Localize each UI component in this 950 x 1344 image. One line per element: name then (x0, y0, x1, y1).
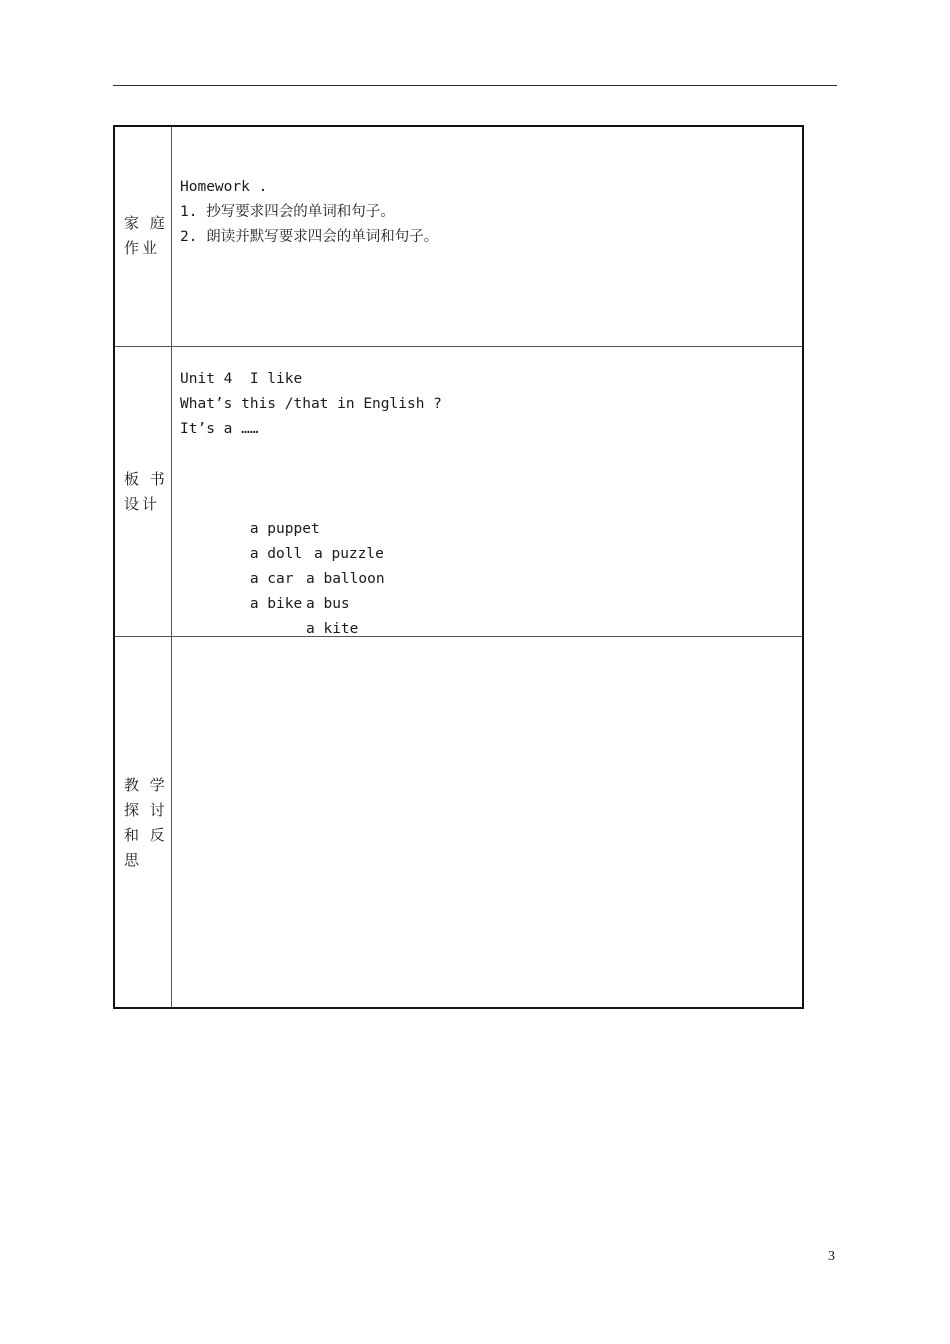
vocab-word: a puzzle (314, 546, 384, 562)
question-sentence: What’s this /that in English ? (180, 396, 442, 412)
homework-title: Homework . (180, 179, 268, 195)
board-design-row (115, 347, 802, 637)
homework-item: 2. 朗读并默写要求四会的单词和句子。 (180, 229, 439, 245)
answer-sentence: It’s a …… (180, 421, 259, 437)
homework-label: 家 庭 作业 (124, 214, 168, 257)
vocab-word: a doll (249, 546, 303, 562)
header-rule (113, 85, 837, 86)
unit-title: Unit 4 I like (180, 371, 303, 387)
vocab-word: a bike (249, 596, 303, 612)
lesson-plan-table (113, 125, 804, 1009)
homework-content-cell (172, 127, 802, 346)
vocab-word: a car (249, 571, 294, 587)
reflection-label: 教 学 探 讨 和 反 思 (124, 776, 168, 869)
homework-row (115, 127, 802, 347)
homework-item: 1. 抄写要求四会的单词和句子。 (180, 204, 395, 220)
vocab-word: a puppet (249, 521, 320, 537)
reflection-label-cell (115, 637, 172, 1007)
vocab-word: a balloon (306, 571, 385, 587)
homework-label-cell (115, 127, 172, 346)
reflection-row (115, 637, 802, 1007)
board-content-cell (172, 347, 802, 636)
board-label: 板 书 设计 (124, 470, 168, 513)
vocab-word: a kite (306, 621, 359, 637)
reflection-content-cell (172, 637, 802, 1007)
page-number: 3 (828, 1249, 835, 1264)
board-label-cell (115, 347, 172, 636)
vocab-word: a bus (306, 596, 350, 612)
